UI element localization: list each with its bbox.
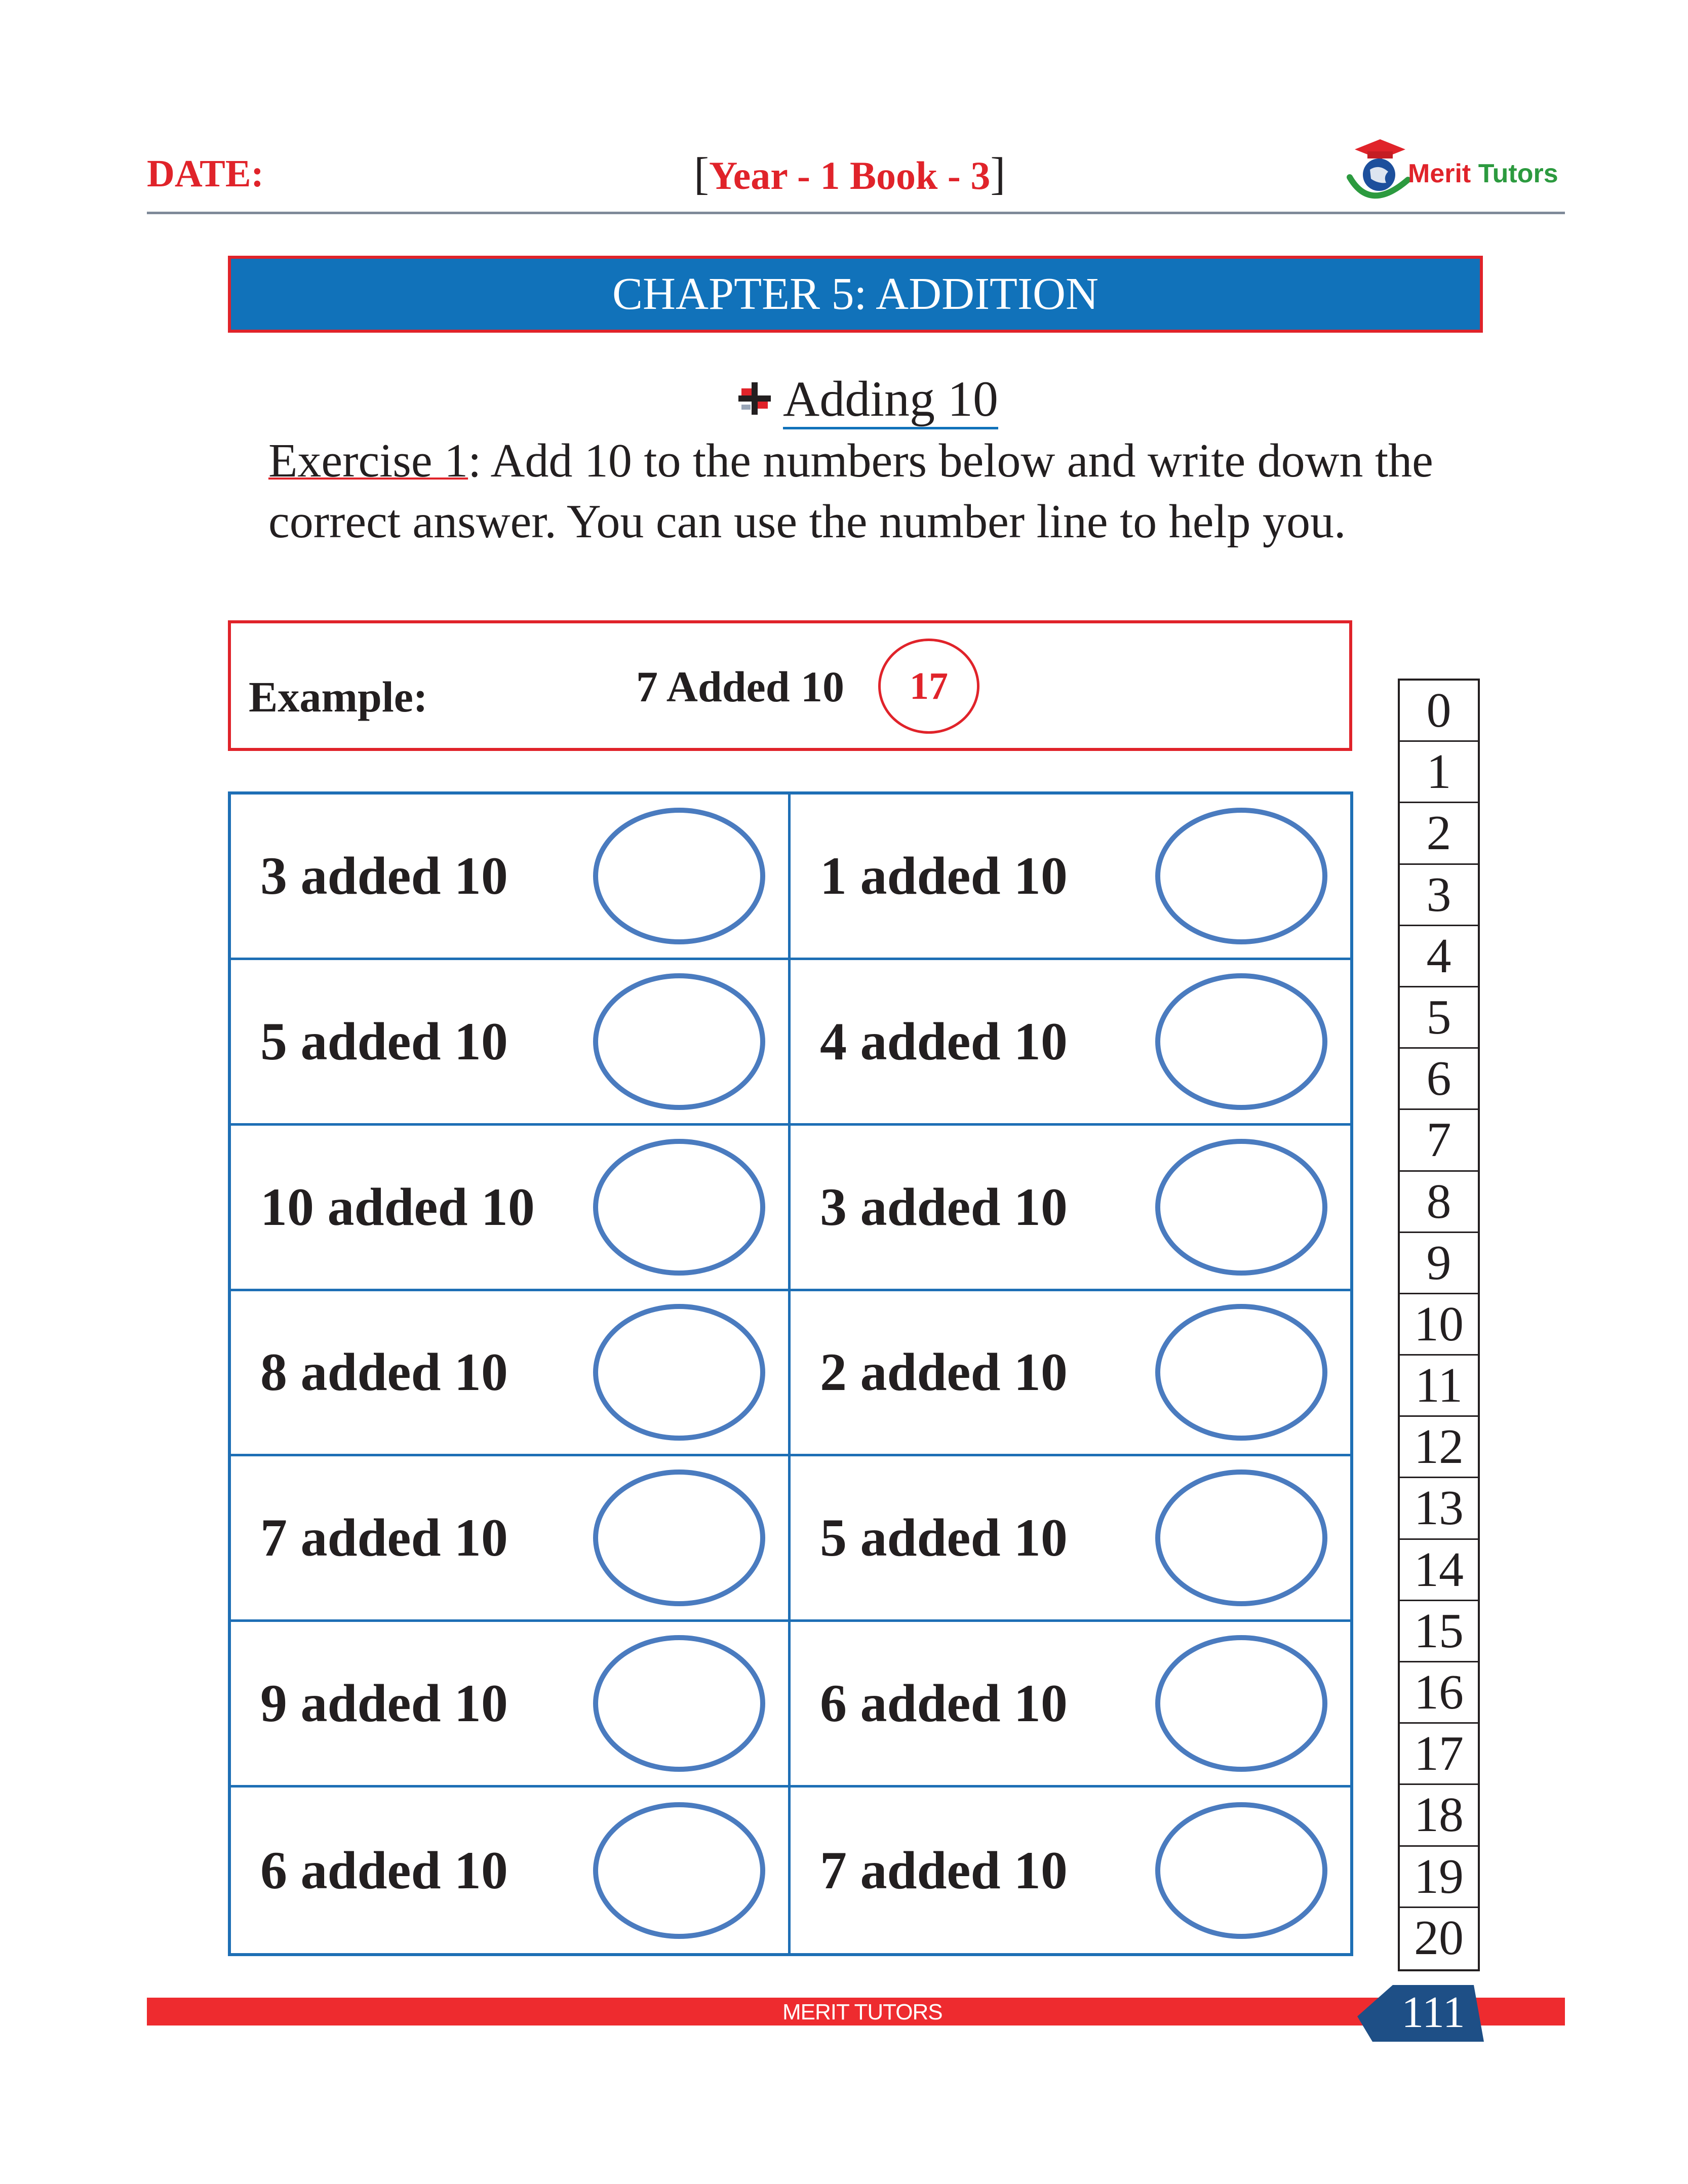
logo-merit-text: Merit: [1408, 159, 1471, 188]
exercise-prompt: 5 added 10: [260, 1011, 508, 1071]
example-label: Example:: [249, 672, 428, 721]
exercise-prompt: 8 added 10: [260, 1342, 508, 1402]
example-box: [228, 620, 1352, 751]
number-line-cell: 4: [1400, 926, 1478, 987]
answer-circle[interactable]: [1155, 1802, 1327, 1939]
answer-circle[interactable]: [1155, 1635, 1327, 1772]
exercise-prompt: 2 added 10: [820, 1342, 1068, 1402]
footer-brand: MERIT TUTORS: [782, 2000, 943, 2024]
exercise-cell: [791, 1126, 1350, 1291]
example-answer-circle: 17: [878, 639, 979, 734]
number-line-cell: 18: [1400, 1785, 1478, 1846]
number-line-cell: 6: [1400, 1049, 1478, 1110]
number-line-cell: 2: [1400, 803, 1478, 864]
number-line-cell: 14: [1400, 1540, 1478, 1601]
answer-circle[interactable]: [593, 973, 765, 1110]
logo-wordmark: [1408, 158, 1558, 189]
number-line-cell: 17: [1400, 1724, 1478, 1785]
exercise-prompt: 4 added 10: [820, 1011, 1068, 1071]
exercise-cell: [231, 1622, 791, 1788]
number-line-cell: 16: [1400, 1662, 1478, 1724]
answer-circle[interactable]: [593, 1304, 765, 1441]
number-line-cell: 15: [1400, 1601, 1478, 1662]
example-expression: 7 Added 10: [636, 662, 845, 711]
exercise-prompt: 3 added 10: [260, 846, 508, 905]
exercise-prompt: 5 added 10: [820, 1508, 1068, 1568]
exercise-prompt: 1 added 10: [820, 846, 1068, 905]
number-line-cell: 9: [1400, 1233, 1478, 1294]
answer-circle[interactable]: [1155, 973, 1327, 1110]
answer-circle[interactable]: [593, 1139, 765, 1276]
number-line-cell: 1: [1400, 742, 1478, 803]
exercise-cell: [791, 960, 1350, 1126]
answer-circle[interactable]: [1155, 1304, 1327, 1441]
plus-bullet-icon: [734, 378, 775, 419]
number-line-cell: 19: [1400, 1847, 1478, 1908]
answer-circle[interactable]: [1155, 1139, 1327, 1276]
number-line-cell: 13: [1400, 1478, 1478, 1539]
merit-tutors-logo: [1345, 134, 1567, 210]
exercise-cell: [791, 1456, 1350, 1622]
exercise-prompt: 7 added 10: [820, 1840, 1068, 1900]
exercise-label: Exercise 1: [268, 434, 468, 487]
book-title: [694, 148, 1005, 200]
book-title-text: Year - 1 Book - 3: [709, 153, 991, 197]
exercise-cell: [231, 1291, 791, 1457]
exercise-cell: [791, 1622, 1350, 1788]
number-line-cell: 20: [1414, 1910, 1464, 1965]
header-divider: [147, 212, 1565, 214]
page-number: 111: [1401, 1988, 1465, 2037]
number-line-cell: 7: [1400, 1110, 1478, 1171]
exercise-prompt: 9 added 10: [260, 1674, 508, 1733]
number-line: [1398, 679, 1480, 1971]
number-line-cell: 5: [1400, 987, 1478, 1049]
exercise-cell: [231, 795, 791, 960]
logo-tutors-text: Tutors: [1478, 159, 1558, 188]
exercise-prompt: 6 added 10: [820, 1674, 1068, 1733]
exercise-prompt: 6 added 10: [260, 1840, 508, 1900]
graduation-cap-globe-icon: [1345, 134, 1410, 210]
answer-circle[interactable]: [1155, 808, 1327, 944]
exercise-prompt: 7 added 10: [260, 1508, 508, 1568]
exercise-cell: [231, 1126, 791, 1291]
exercise-cell: [231, 1456, 791, 1622]
exercise-cell: [231, 1788, 791, 1953]
answer-circle[interactable]: [593, 1802, 765, 1939]
exercise-grid: [228, 791, 1353, 1956]
exercise-prompt: 10 added 10: [260, 1177, 535, 1237]
number-line-cell: 8: [1400, 1172, 1478, 1233]
exercise-cell: [231, 960, 791, 1126]
answer-circle[interactable]: [593, 808, 765, 944]
exercise-cell: [791, 1291, 1350, 1457]
answer-circle[interactable]: [593, 1635, 765, 1772]
bracket-close: ]: [990, 149, 1006, 199]
number-line-cell: 12: [1400, 1417, 1478, 1478]
date-label: DATE:: [147, 152, 264, 195]
exercise-instructions: [268, 430, 1504, 552]
number-line-cell: 0: [1400, 681, 1478, 742]
number-line-cell: 11: [1400, 1356, 1478, 1417]
exercise-cell: [791, 795, 1350, 960]
section-heading: [734, 370, 998, 428]
exercise-cell: [791, 1788, 1350, 1953]
bracket-open: [: [694, 149, 709, 199]
section-heading-text: Adding 10: [783, 371, 998, 429]
instructions-text: : Add 10 to the numbers below and write down the correct answer. You can use the number line to help you.: [268, 434, 1433, 548]
number-line-cell: 10: [1400, 1294, 1478, 1356]
exercise-prompt: 3 added 10: [820, 1177, 1068, 1237]
answer-circle[interactable]: [593, 1470, 765, 1606]
answer-circle[interactable]: [1155, 1470, 1327, 1606]
chapter-banner: CHAPTER 5: ADDITION: [228, 256, 1483, 333]
number-line-cell: 3: [1400, 865, 1478, 926]
